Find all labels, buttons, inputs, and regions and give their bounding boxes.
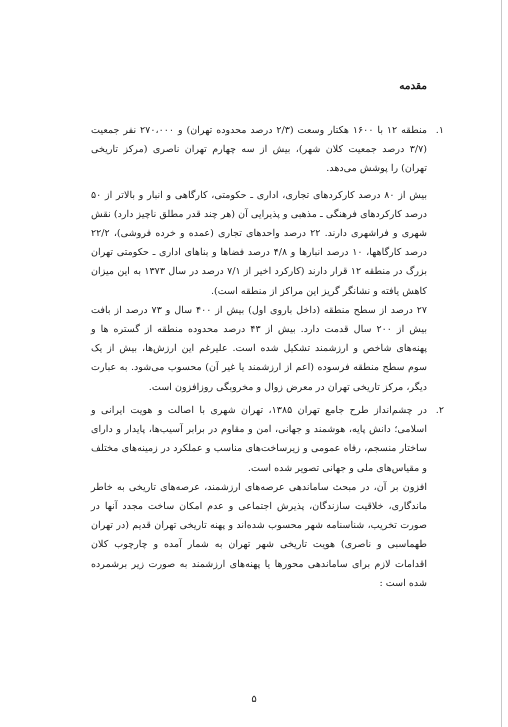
item-number: ۱.: [435, 125, 444, 136]
page-number: ۵: [251, 694, 257, 705]
page-edge-line: [501, 0, 502, 727]
paragraph: بیش از ۸۰ درصد کارکردهای تجاری، اداری ـ حکومتی، کارگاهی و انبار و بالاتر از ۵۰ درصد کارکردهای فرهنگی ـ مذهبی و پذیرایی آن (هر چند قدر مطلق ناچیز دارد) نقش شهری و فراشهری دارند. ۲۲ درصد واحدهای تجاری (عمده و خرده فروشی)، ۲۲/۲ درصد کارگاهها، ۱۰ درصد انبارها و ۴/۸ درصد فضاها و بناهای اداری ـ حکومتی تهران بزرگ در منطقه ۱۲ قرار دارند (کارکرد اخیر از ۷/۱ درصد در سال ۱۳۷۳ به این میزان کاهش یافته و نشانگر گریز این مراکز از منطقه است).: [91, 189, 428, 297]
numbered-item-2: [91, 401, 444, 593]
paragraph: منطقه ۱۲ با ۱۶۰۰ هکتار وسعت (۲/۳ درصد محدوده تهران) و ۲۷۰،۰۰۰ نفر جمعیت (۳/۷ درصد جمعیت کلان شهر)، بیش از سه چهارم تهران ناصری (مرکز تاریخی تهران) را پوشش می‌دهد.: [91, 125, 427, 175]
paragraph: افزون بر آن، در مبحث ساماندهی عرصه‌های ارزشمند، عرصه‌های تاریخی به خاطر ماندگاری، خلاقیت سازندگان، پذیرش اجتماعی و عدم امکان ساخت مجدد آنها در صورت تخریب، شناسنامه شهر محسوب شده‌اند و پهنه تاریخی تهران قدیم (در تهران طهماسبی و ناصری) هویت تاریخی شهر تهران به شمار آمده و چارچوب کلان اقدامات لازم برای ساماندهی محورها یا پهنه‌های ارزشمند به صورت زیر برشمرده شده است :: [91, 481, 427, 589]
section-heading: مقدمه: [399, 80, 427, 92]
paragraph: در چشم‌انداز طرح جامع تهران ۱۳۸۵، تهران شهری با اصالت و هویت ایرانی و اسلامی؛ دانش پایه، هوشمند و جهانی، امن و مقاوم در برابر آسیب‌ها، پایدار و دارای ساختار منسجم، رفاه عمومی و زیرساخت‌های مناسب و عملکرد در زمینه‌های مختلف و مقیاس‌های ملی و جهانی تصویر شده است.: [91, 405, 428, 474]
paragraph: ۲۷ درصد از سطح منطقه (داخل باروی اول) بیش از ۴۰۰ سال و ۷۳ درصد از بافت بیش از ۲۰۰ سال قدمت دارد. بیش از ۴۳ درصد محدوده منطقه از گستره ها و پهنه‌های شاخص و ارزشمند تشکیل شده است. علیرغم این ارزش‌ها، بیش از یک سوم سطح منطقه فرسوده (اعم از ارزشمند یا غیر آن) محسوب می‌شود. به عبارت دیگر، مرکز تاریخی تهران در معرض زوال و مخروبگی روزافزون است.: [91, 304, 428, 393]
item-number: ۲.: [435, 405, 444, 416]
numbered-item-1: [91, 121, 444, 397]
